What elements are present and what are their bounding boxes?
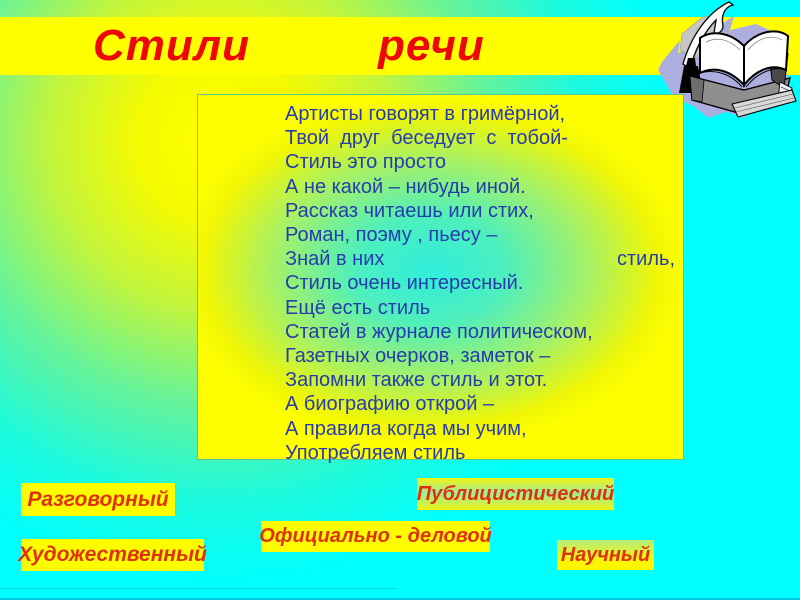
- poem-line: Артисты говорят в гримёрной,: [285, 103, 566, 125]
- style-label-razgovorny: [21, 483, 175, 516]
- style-label-hudozhestvenny: [18, 539, 207, 571]
- poem-line: Рассказ читаешь или стих,: [285, 199, 534, 222]
- poem-line: Стиль очень интересный.: [285, 272, 524, 295]
- style-label-publicistichesky: [417, 478, 614, 510]
- poem-line-right: стиль,: [617, 248, 675, 271]
- poem-line: А не какой – нибудь иной.: [285, 175, 526, 198]
- poem-line: Употребляем стиль: [285, 441, 466, 464]
- poem-line: Твой друг беседует с тобой-: [285, 127, 568, 150]
- poem-line: Статей в журнале политическом,: [285, 320, 593, 343]
- poem-textbox: [197, 94, 684, 464]
- poem-line: А биографию открой –: [285, 393, 495, 416]
- poem-line: Стиль это просто: [285, 151, 446, 174]
- poem-line: А правила когда мы учим,: [285, 417, 527, 440]
- style-label-text: Публицистический: [416, 482, 615, 505]
- style-label-text: Разговорный: [27, 487, 169, 511]
- poem-line-left: Знай в них: [285, 248, 385, 271]
- style-label-text: Официально - деловой: [259, 525, 492, 547]
- style-label-nauchny: [557, 540, 654, 570]
- style-label-text: Художественный: [18, 543, 207, 566]
- slide-title-word-1: Стили: [93, 21, 251, 70]
- slide-edge-hairline: [0, 588, 395, 589]
- slide-title-word-2: речи: [378, 21, 485, 70]
- poem-line: Запомни также стиль и этот.: [285, 369, 548, 392]
- style-label-text: Научный: [560, 543, 651, 566]
- poem-line: Газетных очерков, заметок –: [285, 345, 551, 368]
- poem-line: Роман, поэму , пьесу –: [285, 224, 498, 247]
- poem-line-split: [285, 247, 675, 271]
- poem-line: Ещё есть стиль: [285, 296, 431, 319]
- style-label-oficialno-delovoy: [261, 521, 490, 552]
